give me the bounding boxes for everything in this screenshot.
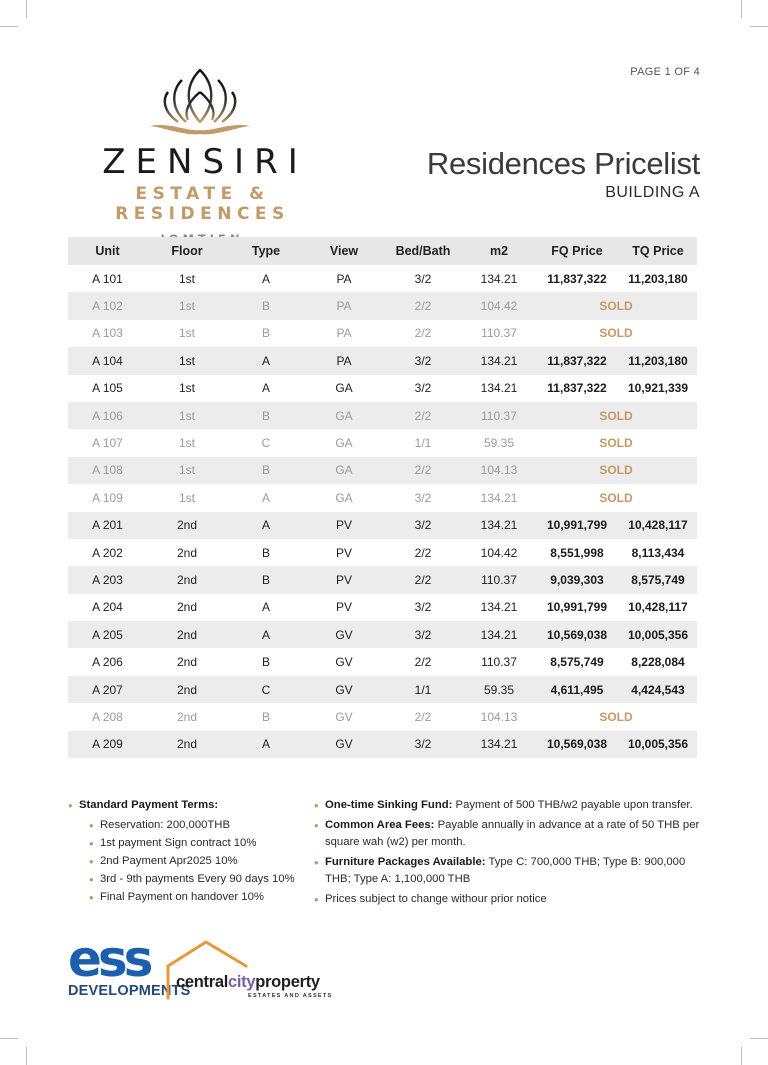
cell-floor: 2nd — [176, 655, 198, 670]
cell-m2: 134.21 — [463, 621, 535, 648]
table-row — [68, 484, 697, 511]
cell-unit: A 102 — [68, 292, 147, 319]
cell-unit: A 204 — [92, 600, 123, 615]
cell-floor: 1st — [147, 402, 227, 429]
brand-subtitle: ESTATE & RESIDENCES — [115, 184, 290, 224]
cell-view: GV — [335, 709, 353, 724]
cell-unit: A 106 — [68, 402, 147, 429]
cell-type: A — [227, 512, 305, 539]
cell-floor: 2nd — [147, 512, 227, 539]
cell-type: B — [261, 326, 270, 341]
cell-unit: A 203 — [68, 566, 147, 593]
building-label: BUILDING A — [605, 184, 700, 201]
cell-bed-bath: 3/2 — [383, 347, 463, 374]
zensiri-logo — [60, 66, 340, 246]
table-row — [68, 731, 697, 758]
cell-unit: A 201 — [68, 512, 147, 539]
cell-type: A — [261, 381, 270, 396]
crop-mark — [750, 26, 768, 27]
cell-m2: 134.21 — [480, 490, 518, 505]
fees-notes — [314, 797, 704, 910]
fee-item — [314, 854, 704, 889]
table-row — [68, 566, 697, 593]
cell-view: GV — [305, 731, 383, 758]
crop-mark — [26, 0, 27, 18]
cell-fq-price: 11,837,322 — [535, 347, 619, 374]
cell-floor: 1st — [178, 436, 195, 451]
payment-term-item: • Final Payment on handover 10% — [89, 889, 303, 907]
table-row — [68, 375, 697, 402]
cell-view: GV — [305, 676, 383, 703]
cell-floor: 2nd — [176, 600, 198, 615]
cell-tq-price: 11,203,180 — [628, 271, 688, 286]
column-header-floor: Floor — [147, 237, 227, 265]
cell-type: A — [227, 731, 305, 758]
ccp-name-part: property — [255, 973, 320, 991]
sold-badge: SOLD — [599, 709, 633, 724]
cell-bed-bath: 3/2 — [383, 621, 463, 648]
page-number: PAGE 1 OF 4 — [630, 66, 700, 78]
cell-m2: 104.13 — [480, 709, 518, 724]
crop-mark — [741, 1047, 742, 1065]
sold-badge: SOLD — [599, 326, 633, 341]
cell-unit: A 101 — [92, 271, 123, 286]
cell-bed-bath: 2/2 — [414, 545, 432, 560]
cell-floor: 2nd — [147, 621, 227, 648]
pricelist-table — [68, 237, 697, 758]
fee-item — [314, 817, 704, 852]
column-header-m2: m2 — [463, 237, 535, 265]
fee-label: One-time Sinking Fund: — [325, 799, 453, 811]
cell-m2: 110.37 — [463, 402, 535, 429]
cell-m2: 134.21 — [480, 381, 518, 396]
cell-floor: 2nd — [176, 709, 198, 724]
sold-badge: SOLD — [599, 436, 633, 451]
cell-type: A — [261, 600, 270, 615]
payment-term-item: • Reservation: 200,000THB — [89, 817, 303, 835]
cell-bed-bath: 2/2 — [383, 457, 463, 484]
cell-unit: A 206 — [92, 655, 123, 670]
cell-bed-bath: 2/2 — [414, 709, 432, 724]
cell-floor: 1st — [147, 457, 227, 484]
cell-fq-price: 11,837,322 — [547, 271, 607, 286]
cell-type: B — [227, 292, 305, 319]
cell-type: A — [261, 490, 270, 505]
cell-unit: A 209 — [68, 731, 147, 758]
payment-terms-heading: Standard Payment Terms: — [79, 799, 219, 811]
cell-m2: 104.13 — [463, 457, 535, 484]
column-header-view: View — [305, 237, 383, 265]
fee-text: Type C: 700,000 THB; Type B: 900,000 THB; Type A: 1,100,000 THB — [325, 855, 686, 885]
table-header-row — [68, 237, 697, 265]
cell-bed-bath: 1/1 — [383, 676, 463, 703]
cell-type: B — [261, 709, 270, 724]
table-row — [68, 512, 697, 539]
cell-type: B — [261, 655, 270, 670]
cell-tq-price: 11,203,180 — [619, 347, 697, 374]
table-row — [68, 457, 697, 484]
cell-tq-price: 8,575,749 — [619, 566, 697, 593]
cell-fq-price: 10,991,799 — [546, 600, 608, 615]
crop-mark — [26, 1047, 27, 1065]
column-header-fq-price: FQ Price — [535, 237, 619, 265]
cell-bed-bath: 2/2 — [414, 326, 432, 341]
brand-name: ZENSIRI — [102, 142, 308, 182]
table-row — [68, 292, 697, 319]
cell-view: GA — [305, 402, 383, 429]
cell-bed-bath: 3/2 — [414, 490, 432, 505]
cell-bed-bath: 2/2 — [414, 655, 432, 670]
cell-view: PV — [335, 545, 352, 560]
cell-fq-price: 4,611,495 — [535, 676, 619, 703]
payment-terms — [68, 797, 303, 907]
cell-m2: 104.42 — [480, 545, 518, 560]
cell-floor: 1st — [178, 381, 195, 396]
table-row — [68, 648, 697, 675]
cell-m2: 134.21 — [463, 731, 535, 758]
fee-item — [314, 891, 704, 909]
page-title: Residences Pricelist — [426, 146, 700, 181]
payment-term-item: • 1st payment Sign contract 10% — [89, 835, 303, 853]
cell-type: C — [261, 436, 271, 451]
column-header-unit: Unit — [68, 237, 147, 265]
cell-fq-price: 11,837,322 — [547, 381, 607, 396]
cell-view: PA — [305, 347, 383, 374]
ccp-name — [176, 973, 320, 992]
cell-type: B — [227, 566, 305, 593]
cell-type: A — [227, 347, 305, 374]
cell-bed-bath: 3/2 — [383, 512, 463, 539]
cell-floor: 1st — [178, 326, 195, 341]
cell-m2: 104.42 — [463, 292, 535, 319]
cell-view: PV — [305, 566, 383, 593]
cell-bed-bath: 3/2 — [414, 600, 432, 615]
cell-view: GA — [335, 436, 353, 451]
table-row — [68, 676, 697, 703]
cell-floor: 1st — [147, 347, 227, 374]
cell-fq-price: 8,551,998 — [550, 545, 604, 560]
crop-mark — [0, 1038, 18, 1039]
cell-bed-bath: 3/2 — [383, 731, 463, 758]
ess-logo-sub: DEVELOPMENTS — [68, 983, 191, 999]
central-city-property-logo — [166, 938, 336, 1002]
column-header-tq-price: TQ Price — [619, 237, 697, 265]
cell-unit: A 109 — [92, 490, 123, 505]
cell-unit: A 107 — [92, 436, 123, 451]
cell-unit: A 207 — [68, 676, 147, 703]
table-row — [68, 594, 697, 621]
cell-view: GA — [305, 457, 383, 484]
cell-view: GV — [335, 655, 353, 670]
table-row — [68, 402, 697, 429]
table-row — [68, 539, 697, 566]
cell-m2: 134.21 — [480, 271, 518, 286]
cell-view: PA — [336, 271, 352, 286]
cell-fq-price: 10,569,038 — [535, 731, 619, 758]
cell-floor: 2nd — [176, 545, 198, 560]
cell-fq-price: 8,575,749 — [550, 655, 604, 670]
cell-view: GA — [335, 490, 353, 505]
cell-bed-bath: 3/2 — [414, 271, 432, 286]
fee-text: Payment of 500 THB/w2 payable upon transfer. — [452, 799, 693, 811]
cell-m2: 134.21 — [463, 512, 535, 539]
cell-unit: A 108 — [68, 457, 147, 484]
cell-fq-price: 10,569,038 — [535, 621, 619, 648]
cell-m2: 110.37 — [481, 655, 517, 670]
cell-fq-price: 9,039,303 — [535, 566, 619, 593]
cell-type: B — [261, 545, 270, 560]
cell-tq-price: 10,428,117 — [628, 600, 688, 615]
table-row — [68, 703, 697, 730]
title-block — [427, 146, 700, 202]
cell-floor: 1st — [147, 292, 227, 319]
cell-m2: 134.21 — [463, 347, 535, 374]
cell-bed-bath: 2/2 — [383, 292, 463, 319]
cell-bed-bath: 1/1 — [414, 436, 432, 451]
cell-tq-price: 10,428,117 — [619, 512, 697, 539]
sold-badge: SOLD — [535, 402, 697, 429]
cell-unit: A 202 — [92, 545, 123, 560]
cell-view: PV — [305, 512, 383, 539]
fee-label: Common Area Fees: — [325, 818, 435, 831]
cell-m2: 134.21 — [480, 600, 518, 615]
ccp-tagline: ESTATES AND ASSETS — [248, 993, 333, 999]
table-row — [68, 347, 697, 374]
cell-tq-price: 4,424,543 — [619, 676, 697, 703]
cell-floor: 1st — [178, 271, 195, 286]
sold-badge: SOLD — [535, 292, 697, 319]
column-header-bedbath: Bed/Bath — [383, 237, 463, 265]
cell-view: GA — [335, 381, 353, 396]
crop-mark — [750, 1038, 768, 1039]
lotus-icon — [140, 66, 260, 138]
crop-mark — [741, 0, 742, 18]
cell-m2: 110.37 — [481, 326, 517, 341]
cell-view: PA — [305, 292, 383, 319]
ess-logo-text: ess — [68, 930, 150, 988]
cell-type: B — [227, 457, 305, 484]
cell-unit: A 208 — [92, 709, 123, 724]
payment-term-item: • 2nd Payment Apr2025 10% — [89, 853, 303, 871]
cell-floor: 2nd — [147, 731, 227, 758]
fee-label: Furniture Packages Available: — [325, 855, 486, 868]
cell-m2: 59.35 — [463, 676, 535, 703]
cell-bed-bath: 2/2 — [383, 402, 463, 429]
cell-floor: 1st — [178, 490, 195, 505]
cell-floor: 2nd — [147, 566, 227, 593]
cell-tq-price: 8,113,434 — [631, 545, 685, 560]
cell-type: B — [227, 402, 305, 429]
fee-text: Payable annually in advance at a rate of 50 THB per square wah (w2) per month. — [325, 818, 700, 848]
sold-badge: SOLD — [599, 490, 633, 505]
cell-m2: 110.37 — [463, 566, 535, 593]
cell-unit: A 105 — [92, 381, 123, 396]
table-row — [68, 265, 697, 292]
table-row — [68, 320, 697, 347]
ess-developments-logo — [68, 930, 191, 1001]
cell-type: A — [227, 621, 305, 648]
fee-item — [314, 797, 704, 815]
cell-type: C — [227, 676, 305, 703]
cell-m2: 59.35 — [483, 436, 515, 451]
cell-type: A — [261, 271, 270, 286]
table-row — [68, 429, 697, 456]
cell-fq-price: 10,991,799 — [535, 512, 619, 539]
fee-text: Prices subject to change withour prior notice — [325, 892, 547, 905]
cell-view: PV — [335, 600, 352, 615]
ccp-name-part: central — [176, 973, 229, 991]
cell-tq-price: 10,005,356 — [619, 731, 697, 758]
table-row — [68, 621, 697, 648]
cell-tq-price: 8,228,084 — [631, 655, 685, 670]
cell-floor: 2nd — [147, 676, 227, 703]
cell-bed-bath: 3/2 — [414, 381, 432, 396]
cell-view: PA — [336, 326, 352, 341]
column-header-type: Type — [227, 237, 305, 265]
cell-tq-price: 10,921,339 — [627, 381, 689, 396]
cell-view: GV — [305, 621, 383, 648]
cell-unit: A 205 — [68, 621, 147, 648]
cell-bed-bath: 2/2 — [383, 566, 463, 593]
cell-unit: A 103 — [92, 326, 123, 341]
sold-badge: SOLD — [535, 457, 697, 484]
ccp-name-part: city — [228, 973, 256, 991]
crop-mark — [0, 26, 18, 27]
payment-term-item: • 3rd - 9th payments Every 90 days 10% — [89, 871, 303, 889]
cell-tq-price: 10,005,356 — [619, 621, 697, 648]
cell-unit: A 104 — [68, 347, 147, 374]
